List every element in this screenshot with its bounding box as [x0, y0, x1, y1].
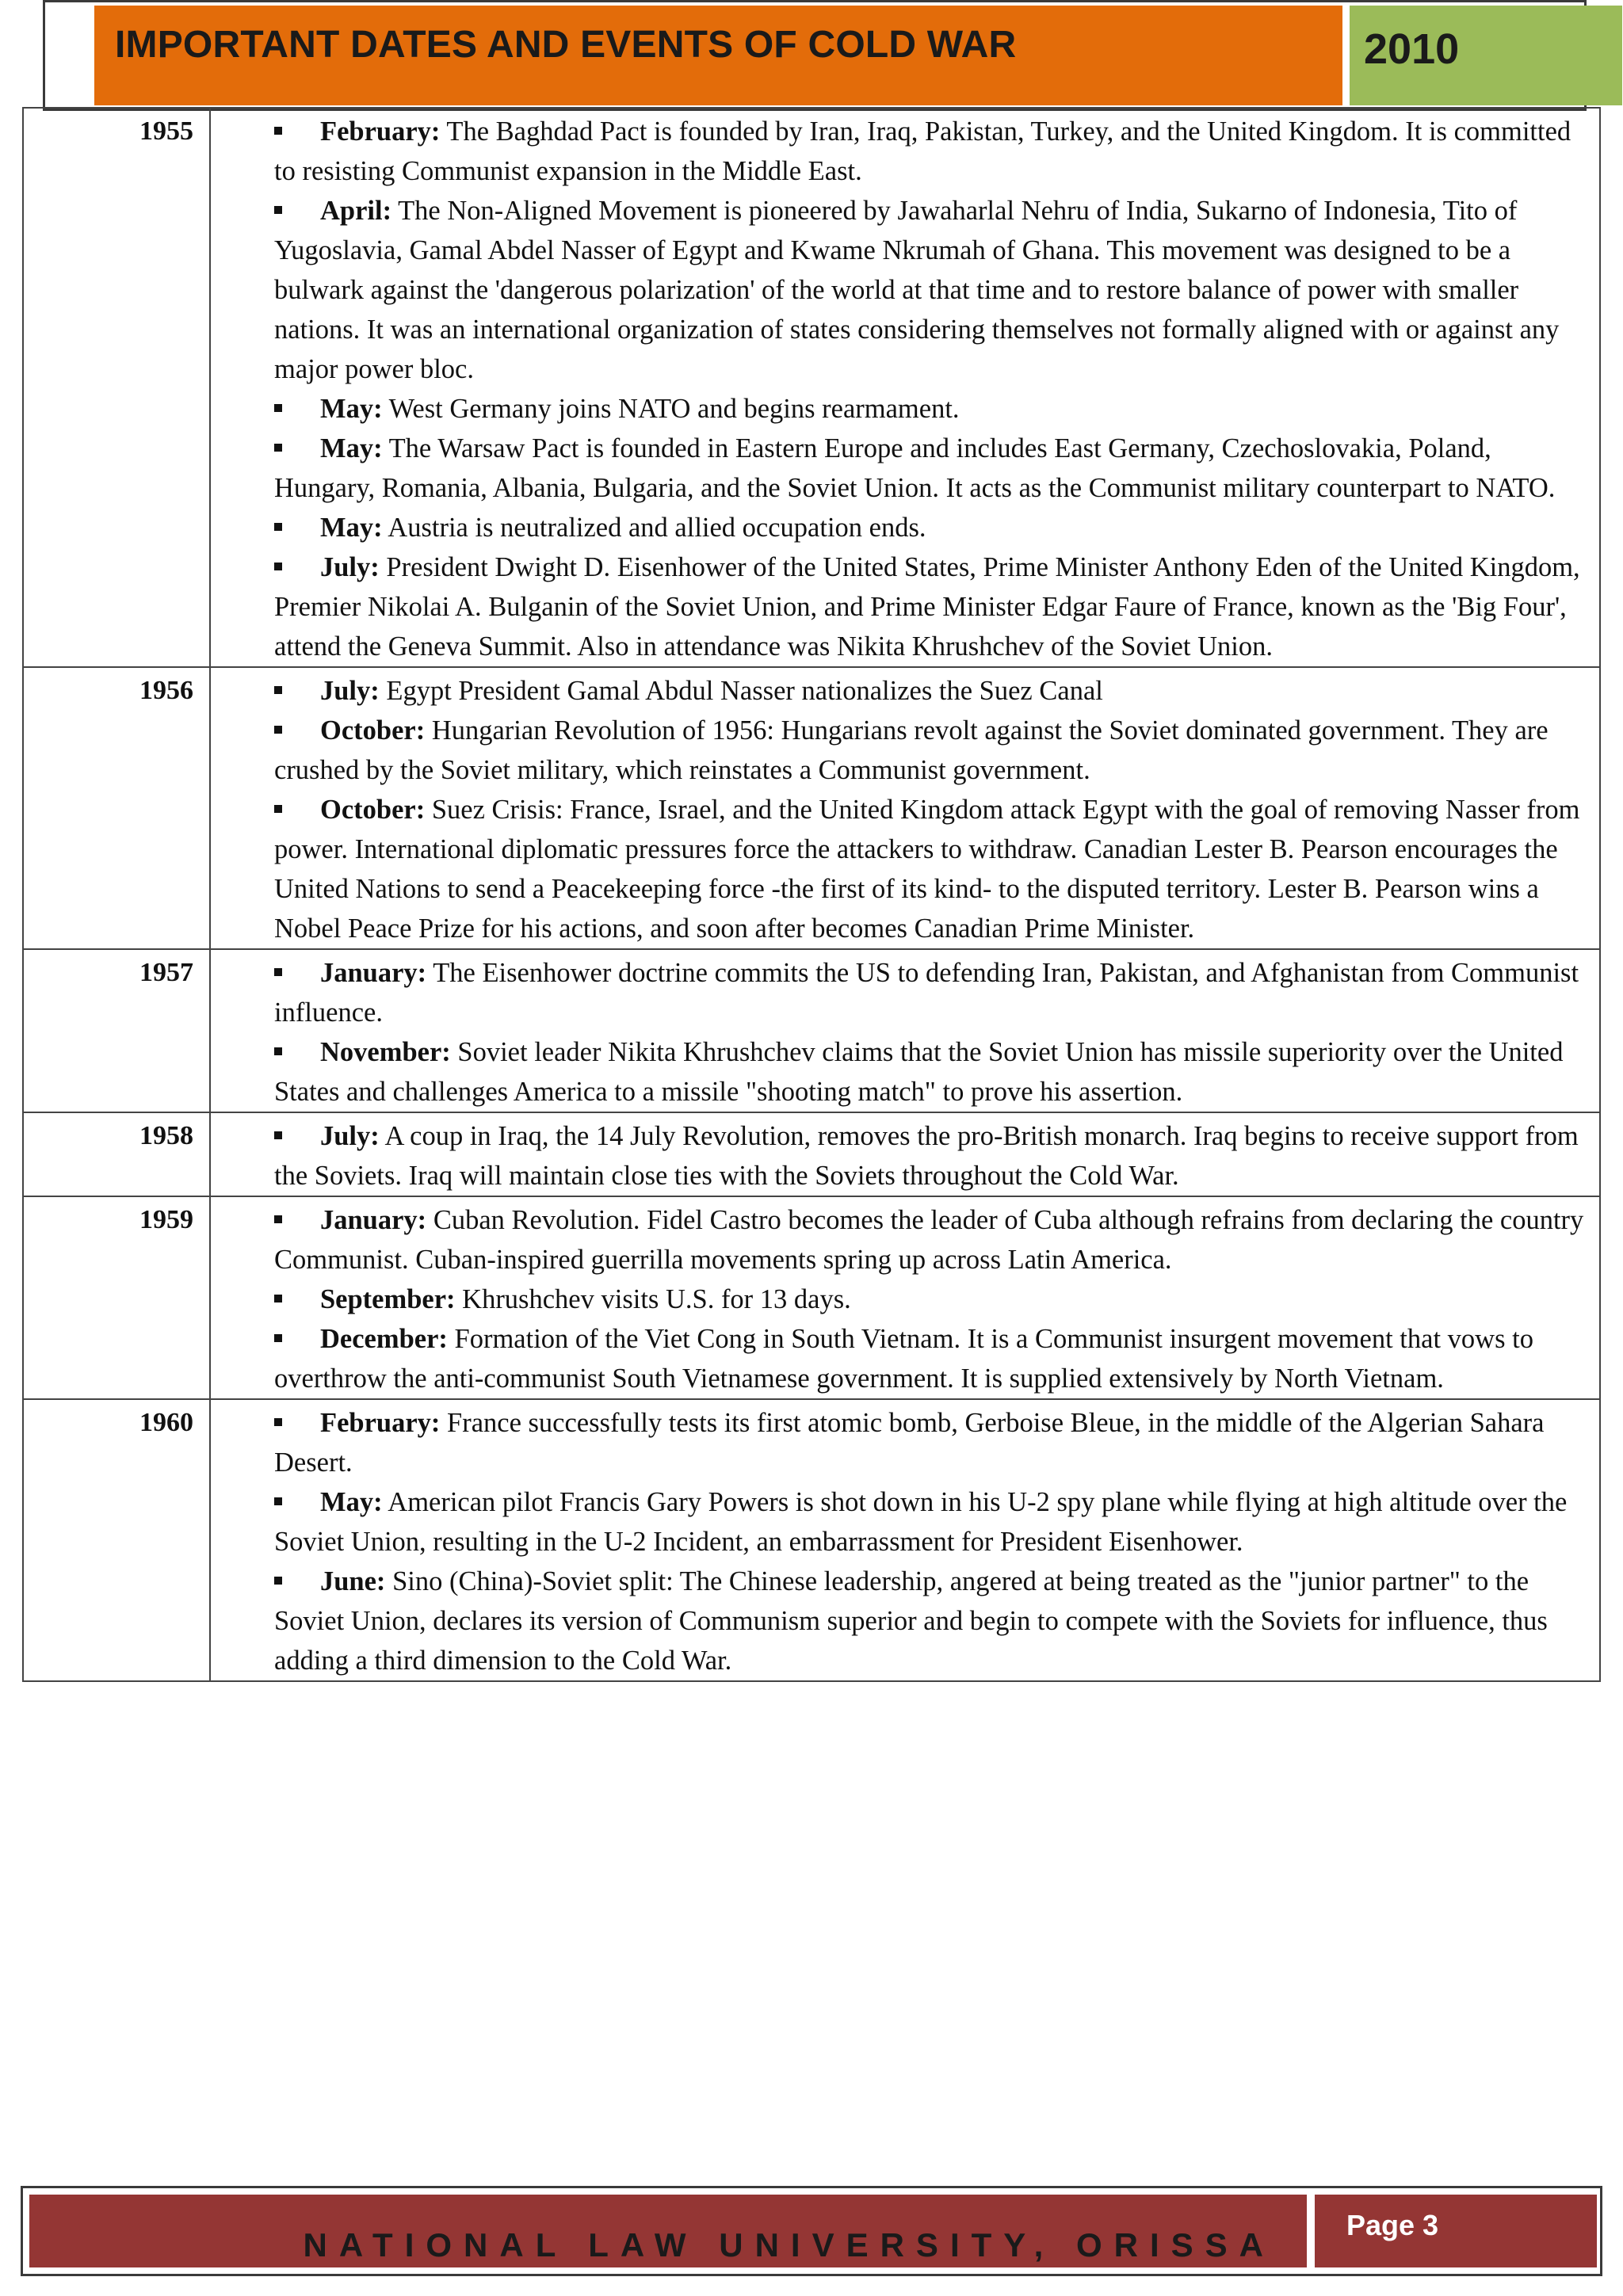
event-item [274, 429, 1587, 508]
event-text: American pilot Francis Gary Powers is shot down in his U-2 spy plane while flying at high altitude over the Soviet Union, resulting in the U-2 Incident, an embarrassment for President Eisenhower. [274, 1487, 1568, 1557]
event-text: Soviet leader Nikita Khrushchev claims that the Soviet Union has missile superiority over the United States and challenges America to a missile "shooting match" to prove his assertion. [274, 1037, 1564, 1107]
event-month: May: [320, 513, 383, 543]
event-text: Egypt President Gamal Abdul Nasser nationalizes the Suez Canal [386, 676, 1103, 706]
event-month: April: [320, 196, 392, 226]
header-title-banner [94, 6, 1342, 105]
events-cell [210, 1196, 1600, 1399]
event-item [274, 790, 1587, 948]
event-month: January: [320, 958, 427, 988]
year-cell: 1959 [23, 1196, 210, 1399]
event-item [274, 191, 1587, 389]
year-cell: 1960 [23, 1399, 210, 1681]
square-bullet-icon [274, 1131, 282, 1139]
event-month: July: [320, 676, 380, 706]
events-cell [210, 667, 1600, 949]
event-item [274, 1562, 1587, 1680]
event-item [274, 508, 1587, 547]
event-item [274, 547, 1587, 666]
square-bullet-icon [274, 1215, 282, 1223]
year-cell: 1955 [23, 108, 210, 667]
event-month: September: [320, 1284, 456, 1314]
event-text: West Germany joins NATO and begins rearmament. [388, 394, 960, 424]
events-cell [210, 1399, 1600, 1681]
event-text: France successfully tests its first atomic bomb, Gerboise Bleue, in the middle of the Algerian Sahara Desert. [274, 1408, 1545, 1478]
institution-name: NATIONAL LAW UNIVERSITY, ORISSA [303, 2226, 1275, 2264]
events-cell [210, 108, 1600, 667]
timeline-row [23, 1112, 1600, 1196]
event-text: Hungarian Revolution of 1956: Hungarians revolt against the Soviet dominated government. They are crushed by the Soviet military, which reinstates a Communist government. [274, 715, 1549, 785]
event-month: July: [320, 552, 380, 582]
document-year: 2010 [1364, 25, 1460, 73]
year-cell: 1957 [23, 949, 210, 1112]
page-header [43, 0, 1587, 111]
timeline-row [23, 108, 1600, 667]
square-bullet-icon [274, 523, 282, 531]
event-item [274, 953, 1587, 1032]
event-item [274, 389, 1587, 429]
event-month: December: [320, 1324, 448, 1354]
event-month: October: [320, 715, 426, 746]
event-month: October: [320, 795, 426, 825]
square-bullet-icon [274, 805, 282, 813]
event-month: February: [320, 116, 441, 147]
event-item [274, 112, 1587, 191]
page-footer [21, 2186, 1602, 2276]
event-month: May: [320, 433, 383, 463]
event-text: Sino (China)-Soviet split: The Chinese leadership, angered at being treated as the "junior partner" to the Soviet Union, declares its version of Communism superior and begin to compete with the Soviets for influence, thus adding a third dimension to the Cold War. [274, 1566, 1548, 1676]
event-text: The Eisenhower doctrine commits the US to defending Iran, Pakistan, and Afghanistan from Communist influence. [274, 958, 1579, 1028]
square-bullet-icon [274, 1497, 282, 1505]
event-item [274, 711, 1587, 790]
timeline-body [23, 108, 1600, 1681]
event-item [274, 1280, 1587, 1319]
event-item [274, 1319, 1587, 1398]
square-bullet-icon [274, 206, 282, 214]
timeline-row [23, 1399, 1600, 1681]
event-text: President Dwight D. Eisenhower of the United States, Prime Minister Anthony Eden of the United Kingdom, Premier Nikolai A. Bulganin of the Soviet Union, and Prime Minister Edgar Faure of France, known as the 'Big Four', attend the Geneva Summit. Also in attendance was Nikita Khrushchev of the Soviet Union. [274, 552, 1580, 662]
square-bullet-icon [274, 1418, 282, 1426]
event-text: The Warsaw Pact is founded in Eastern Europe and includes East Germany, Czechoslovakia, Poland, Hungary, Romania, Albania, Bulgaria, and the Soviet Union. It acts as the Communist military counterpart to NATO. [274, 433, 1556, 503]
square-bullet-icon [274, 404, 282, 412]
event-text: Suez Crisis: France, Israel, and the United Kingdom attack Egypt with the goal of removing Nasser from power. International diplomatic pressures force the attackers to withdraw. Canadian Lester B. Pearson encourages the United Nations to send a Peacekeeping force -the first of its kind- to the disputed territory. Lester B. Pearson wins a Nobel Peace Prize for his actions, and soon after becomes Canadian Prime Minister. [274, 795, 1580, 944]
square-bullet-icon [274, 686, 282, 694]
event-text: The Non-Aligned Movement is pioneered by Jawaharlal Nehru of India, Sukarno of Indonesia, Tito of Yugoslavia, Gamal Abdel Nasser of Egypt and Kwame Nkrumah of Ghana. This movement was designed to be a bulwark against the 'dangerous polarization' of the world at that time and to restore balance of power with smaller nations. It was an international organization of states considering themselves not formally aligned with or against any major power bloc. [274, 196, 1560, 384]
event-item [274, 1032, 1587, 1112]
event-month: July: [320, 1121, 380, 1151]
header-year-banner [1350, 6, 1622, 105]
event-text: A coup in Iraq, the 14 July Revolution, removes the pro-British monarch. Iraq begins to receive support from the Soviets. Iraq will maintain close ties with the Soviets throughout the Cold War. [274, 1121, 1579, 1191]
event-text: Khrushchev visits U.S. for 13 days. [462, 1284, 851, 1314]
square-bullet-icon [274, 968, 282, 976]
square-bullet-icon [274, 127, 282, 135]
document-title: IMPORTANT DATES AND EVENTS OF COLD WAR [115, 24, 1017, 66]
event-month: November: [320, 1037, 451, 1067]
square-bullet-icon [274, 444, 282, 452]
event-month: January: [320, 1205, 427, 1235]
square-bullet-icon [274, 563, 282, 570]
square-bullet-icon [274, 1577, 282, 1585]
year-cell: 1958 [23, 1112, 210, 1196]
timeline-row [23, 1196, 1600, 1399]
square-bullet-icon [274, 1047, 282, 1055]
square-bullet-icon [274, 726, 282, 734]
year-cell: 1956 [23, 667, 210, 949]
event-month: May: [320, 394, 383, 424]
footer-page-banner [1315, 2195, 1597, 2267]
event-month: June: [320, 1566, 386, 1596]
event-text: Formation of the Viet Cong in South Vietnam. It is a Communist insurgent movement that vows to overthrow the anti-communist South Vietnamese government. It is supplied extensively by North Vietnam. [274, 1324, 1533, 1394]
event-month: May: [320, 1487, 383, 1517]
events-cell [210, 1112, 1600, 1196]
timeline-row [23, 667, 1600, 949]
footer-institution-banner [29, 2195, 1307, 2267]
square-bullet-icon [274, 1334, 282, 1342]
event-text: Austria is neutralized and allied occupation ends. [388, 513, 926, 543]
event-item [274, 671, 1587, 711]
events-cell [210, 949, 1600, 1112]
event-item [274, 1116, 1587, 1196]
page-number: Page 3 [1346, 2209, 1439, 2241]
timeline-row [23, 949, 1600, 1112]
event-text: The Baghdad Pact is founded by Iran, Iraq, Pakistan, Turkey, and the United Kingdom. It is committed to resisting Communist expansion in the Middle East. [274, 116, 1571, 186]
event-item [274, 1200, 1587, 1280]
event-item [274, 1482, 1587, 1562]
event-text: Cuban Revolution. Fidel Castro becomes the leader of Cuba although refrains from declaring the country Communist. Cuban-inspired guerrilla movements spring up across Latin America. [274, 1205, 1584, 1275]
square-bullet-icon [274, 1295, 282, 1302]
event-item [274, 1403, 1587, 1482]
event-month: February: [320, 1408, 441, 1438]
timeline-table [22, 107, 1601, 1682]
